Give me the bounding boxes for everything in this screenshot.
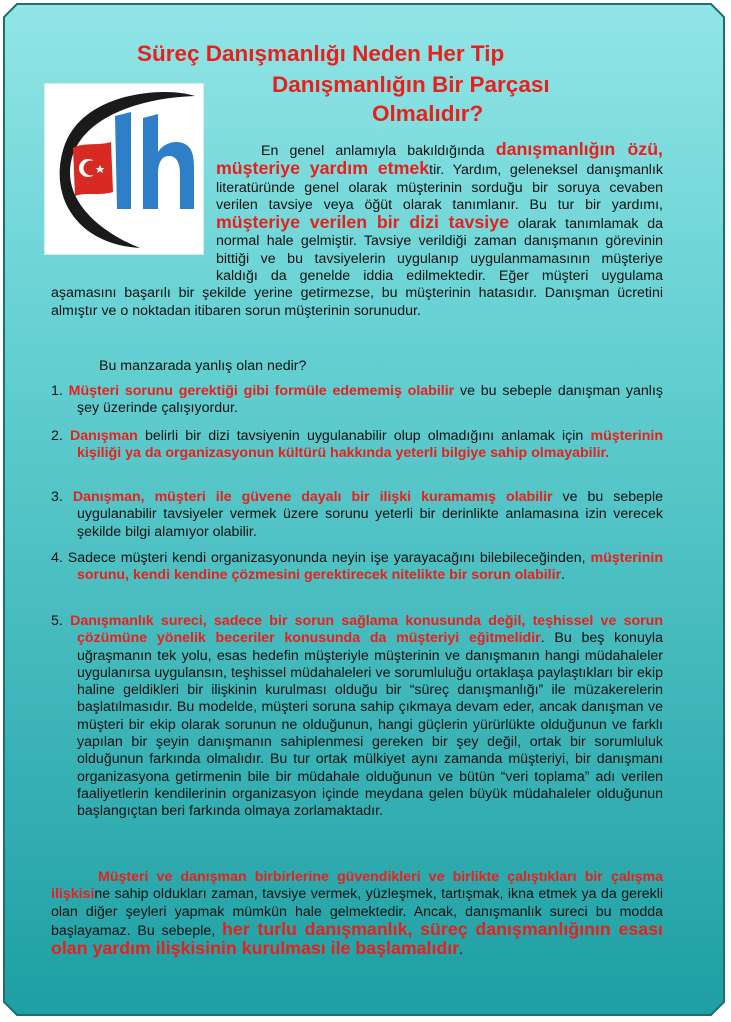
- title-line-2: Danışmanlığın Bir Parçası: [272, 72, 550, 97]
- item-text: ve bu sebeple danışman yanlış şey üzerinde çalışıyordur.: [77, 383, 663, 417]
- item-number: 4.: [51, 550, 68, 566]
- item-text: ve bu sebeple uygulanabilir tavsiyeler vermek üzere sorunu yeterli bir derinlikte anlamasına izin verecek şekilde bilgi alamıyor olabilir.: [77, 489, 663, 540]
- item-number: 1.: [51, 383, 69, 399]
- item-highlight: Danışman, müşteri ile güvene dayalı bir ilişki kuramamış olabilir: [72, 489, 553, 505]
- intro-paragraph: [51, 141, 663, 320]
- item-highlight: Müşteri sorunu gerektiği gibi formüle edememiş olabilir: [68, 383, 455, 399]
- item-text-2: .: [561, 567, 566, 584]
- list-item-2: [51, 428, 663, 463]
- intro-highlight-2: müşteriye verilen bir dizi tavsiye: [216, 212, 509, 233]
- item-text: . Bu beş konuyla uğraşmanın tek yolu, esas hedefin müşteriyle müşterinin ve danışmanın hangi müdahaleler uygulanırsa uygulansın, teşhissel müdahaleleri ve sorumluluğu ortaklaşa paylaştıkları bir ekip haline geldikleri bir ilişkinin kurulması olduğu bir “süreç danışmanlığı” ile müzakerelerin başlatılmasıdır. Bu modelde, müşteri soruna sahip çıkmaya devam eder, ancak danışman ve müşteri bir ekip olarak sorunun ne olduğunun, hangi güçlerin yürürlükte olduğunun ve farklı yapılan bir şeyin danışmanın sahiplenmesi gereken bir şey değil, ortak bir sorumluluk olduğunun farkında olmalıdır. Bu tur ortak mülkiyet aynı zamanda müşteriyi, bir danışmanı organizasyona getirmenin bile bir müdahale olduğunun ve bütün “veri toplama” adı verilen faaliyetlerin kendilerinin organizasyon içinde meydana gelen büyük müdahaleler olduğunun başlangıçtan beri farkında olmaya zorlamaktadır.: [77, 630, 663, 820]
- item-highlight: müşterinin sorunu, kendi kendine çözmesini gerektirecek nitelikte bir sorun olabilir: [77, 550, 663, 584]
- item-text: Sadece müşteri kendi organizasyonunda neyin işe yarayacağını bilebileceğinden,: [67, 550, 591, 566]
- item-text: belirli bir dizi tavsiyenin uygulanabilir olup olmadığını anlamak için: [137, 428, 591, 444]
- list-item-3: [51, 489, 663, 541]
- item-number: 2.: [51, 428, 71, 444]
- item-highlight: Danışmanlık sureci, sadece bir sorun sağlama konusunda değil, teşhissel ve sorun çözümüne yönelik beceriler konusunda da müşteriyi eğitmelidir: [70, 613, 663, 647]
- intro-text-1: En genel anlamıyla bakıldığında: [261, 143, 496, 159]
- title-line-3: Olmalıdır?: [372, 101, 484, 126]
- list-item-1: [51, 383, 663, 418]
- item-number: 5.: [51, 613, 71, 629]
- closing-highlight-1: Müşteri ve danışman birbirlerine güvendikleri ve birlikte çalıştıkları bir çalışma ilişkisi: [51, 869, 663, 903]
- list-item-4: [51, 550, 663, 585]
- item-highlight: Danışman: [70, 428, 138, 444]
- intro-text-3: olarak tanımlamak da normal hale gelmiştir. Tavsiye verildiği zaman danışmanın görevinin bittiği ve bu tavsiyelerin uygulanıp uygulanmamasının müşteriye kaldığı da genelde iddia edilmektedir. Eğer müşteri uygulama aşamasını başarılı bir şekilde yerine getirmezse, bu müşterinin hatasıdır. Danışman ücretini almıştır ve o noktadan itibaren sorun müşterinin sorunudur.: [51, 216, 663, 319]
- question-line: Bu manzarada yanlış olan nedir?: [99, 358, 307, 374]
- closing-text-2: .: [459, 942, 464, 959]
- intro-text-2: tir. Yardım, geleneksel danışmanlık literatüründe genel olarak müşterinin sorduğu bir soruya cevaben verilen tavsiye veya öğüt olarak tanımlanır. Bu tur bir yardımı,: [216, 162, 663, 213]
- closing-paragraph: [51, 869, 663, 959]
- title-line-1: Süreç Danışmanlığı Neden Her Tip: [137, 41, 505, 66]
- closing-highlight-2: her turlu danışmanlık, süreç danışmanlığının esası olan yardım ilişkisinin kurulması ile başlamalıdır: [51, 919, 663, 959]
- list-item-5: [51, 613, 663, 821]
- item-highlight-2: müşterinin kişiliği ya da organizasyonun kültürü hakkında yeterli bilgiye sahip olmayabilir.: [77, 428, 663, 462]
- intro-highlight-1: danışmanlığın özü, müşteriye yardım etmek: [216, 139, 663, 179]
- closing-text-1: ne sahip oldukları zaman, tavsiye vermek, yüzleşmek, tartışmak, ikna etmek ya da gerekli olan diğer şeyleri yapmak mümkün hale gelmektedir. Ancak, danışmanlık sureci bu modda başlayamaz. Bu sebeple,: [51, 886, 663, 940]
- item-number: 3.: [51, 489, 73, 505]
